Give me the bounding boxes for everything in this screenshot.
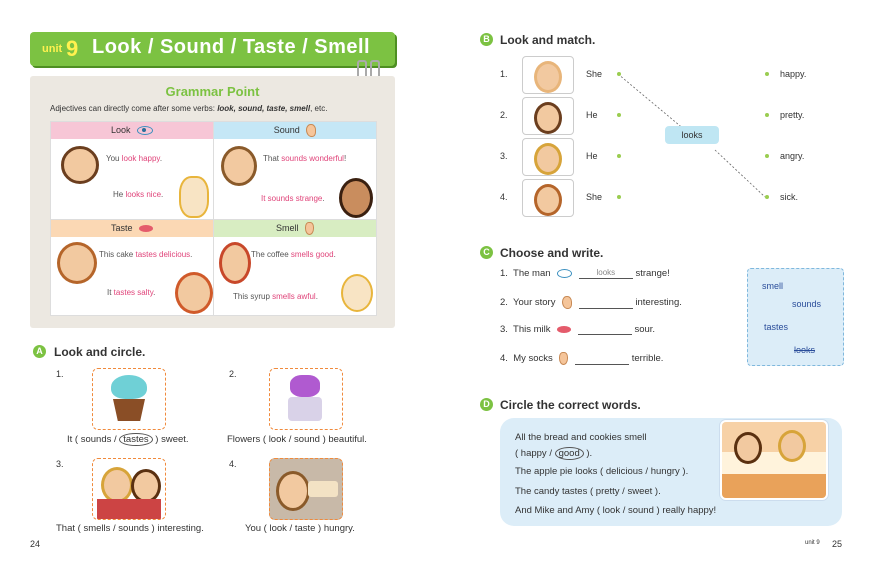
- unit-number: 9: [66, 36, 79, 61]
- match-dot[interactable]: [617, 72, 621, 76]
- b-row-4-pronoun: She: [586, 192, 603, 202]
- boy-sick-photo: [522, 97, 574, 135]
- c-answer-2[interactable]: [579, 298, 633, 309]
- match-dot[interactable]: [617, 195, 621, 199]
- b-row-3-number: 3.: [500, 151, 508, 161]
- c-item-1: 1. The man looks strange!: [500, 268, 670, 279]
- eye-icon: [557, 269, 572, 278]
- c-answer-1[interactable]: looks: [579, 268, 633, 279]
- a-item-4-number: 4.: [229, 459, 237, 469]
- word-bank-item-used: looks: [794, 345, 816, 355]
- a-item-1-number: 1.: [56, 369, 64, 379]
- a-item-2-number: 2.: [229, 369, 237, 379]
- match-dot[interactable]: [617, 113, 621, 117]
- c-answer-3[interactable]: [578, 324, 632, 335]
- nose-icon: [559, 352, 568, 365]
- d-line-2: ( happy / good ).: [515, 448, 593, 459]
- page-number-right: 25: [832, 539, 843, 549]
- grammar-intro-verbs: look, sound, taste, smell: [217, 104, 311, 113]
- word-bank-item: tastes: [764, 322, 789, 332]
- grammar-intro-text: Adjectives can directly come after some verbs:: [50, 104, 218, 113]
- c-item-2: 2. Your story interesting.: [500, 297, 682, 309]
- c-item-3: 3. This milk sour.: [500, 324, 656, 335]
- b-row-2-adjective: pretty.: [780, 110, 805, 120]
- smell-example-1: The coffee smells good.: [251, 250, 336, 259]
- unit-label: unit: [42, 43, 63, 55]
- mouth-icon: [557, 326, 571, 333]
- c-item-4: 4. My socks terrible.: [500, 353, 664, 365]
- a-item-3-sentence: That ( smells / sounds ) interesting.: [56, 523, 204, 534]
- section-b-title: Look and match.: [500, 33, 596, 47]
- d-line-1: All the bread and cookies smell: [515, 432, 647, 443]
- ear-icon: [562, 296, 572, 309]
- girl-pretty-photo: [522, 179, 574, 217]
- circled-answer: tastes: [119, 433, 152, 446]
- section-b-badge: B: [480, 33, 493, 46]
- section-d-badge: D: [480, 398, 493, 411]
- b-row-2-number: 2.: [500, 110, 508, 120]
- word-bank-item: smell: [762, 281, 784, 291]
- girl-happy-photo: [522, 56, 574, 94]
- circled-answer: good: [555, 447, 584, 460]
- b-row-4-number: 4.: [500, 192, 508, 202]
- look-example-2: He looks nice.: [113, 190, 164, 199]
- b-row-2-pronoun: He: [586, 110, 598, 120]
- a-item-2-sentence: Flowers ( look / sound ) beautiful.: [227, 434, 367, 445]
- d-line-4: The candy tastes ( pretty / sweet ).: [515, 486, 661, 497]
- b-row-4-adjective: sick.: [780, 192, 798, 202]
- footer-unit: unit 9: [805, 540, 820, 546]
- section-a-title: Look and circle.: [54, 345, 146, 359]
- a-item-3-number: 3.: [56, 459, 64, 469]
- header-smell-label: Smell: [275, 223, 299, 233]
- header-sound-label: Sound: [273, 125, 300, 135]
- a-item-1-sentence: It ( sounds / tastes ) sweet.: [67, 434, 189, 445]
- section-a-badge: A: [33, 345, 46, 358]
- taste-example-2: It tastes salty.: [107, 288, 156, 297]
- unit-title: Look / Sound / Taste / Smell: [92, 36, 371, 58]
- taste-example-1: This cake tastes delicious.: [99, 250, 193, 259]
- b-row-3-adjective: angry.: [780, 151, 805, 161]
- match-dot[interactable]: [765, 72, 769, 76]
- c-answer-4[interactable]: [575, 354, 629, 365]
- match-dot[interactable]: [765, 113, 769, 117]
- match-dot[interactable]: [765, 154, 769, 158]
- b-row-1-number: 1.: [500, 69, 508, 79]
- grammar-intro-end: , etc.: [310, 104, 328, 113]
- bakery-illustration: [720, 420, 828, 500]
- looks-label-box: looks: [665, 126, 719, 144]
- section-c-badge: C: [480, 246, 493, 259]
- header-taste-label: Taste: [110, 223, 133, 233]
- sound-example-1: That sounds wonderful!: [263, 154, 347, 163]
- look-example-1: You look happy.: [106, 154, 163, 163]
- match-dot[interactable]: [765, 195, 769, 199]
- b-row-1-pronoun: She: [586, 69, 603, 79]
- section-c-title: Choose and write.: [500, 246, 604, 260]
- b-row-3-pronoun: He: [586, 151, 598, 161]
- d-line-5: And Mike and Amy ( look / sound ) really happy!: [515, 505, 717, 516]
- word-bank: [747, 268, 844, 366]
- section-d-title: Circle the correct words.: [500, 398, 641, 412]
- b-row-1-adjective: happy.: [780, 69, 807, 79]
- smell-example-2: This syrup smells awful.: [233, 292, 318, 301]
- header-look-label: Look: [110, 125, 131, 135]
- match-dot[interactable]: [617, 154, 621, 158]
- boy-angry-photo: [522, 138, 574, 176]
- word-bank-item: sounds: [792, 299, 822, 309]
- a-item-4-sentence: You ( look / taste ) hungry.: [245, 523, 355, 534]
- d-line-3: The apple pie looks ( delicious / hungry ).: [515, 466, 689, 477]
- sound-example-2: It sounds strange.: [261, 194, 325, 203]
- grammar-title: Grammar Point: [165, 84, 260, 99]
- page-number-left: 24: [30, 539, 41, 549]
